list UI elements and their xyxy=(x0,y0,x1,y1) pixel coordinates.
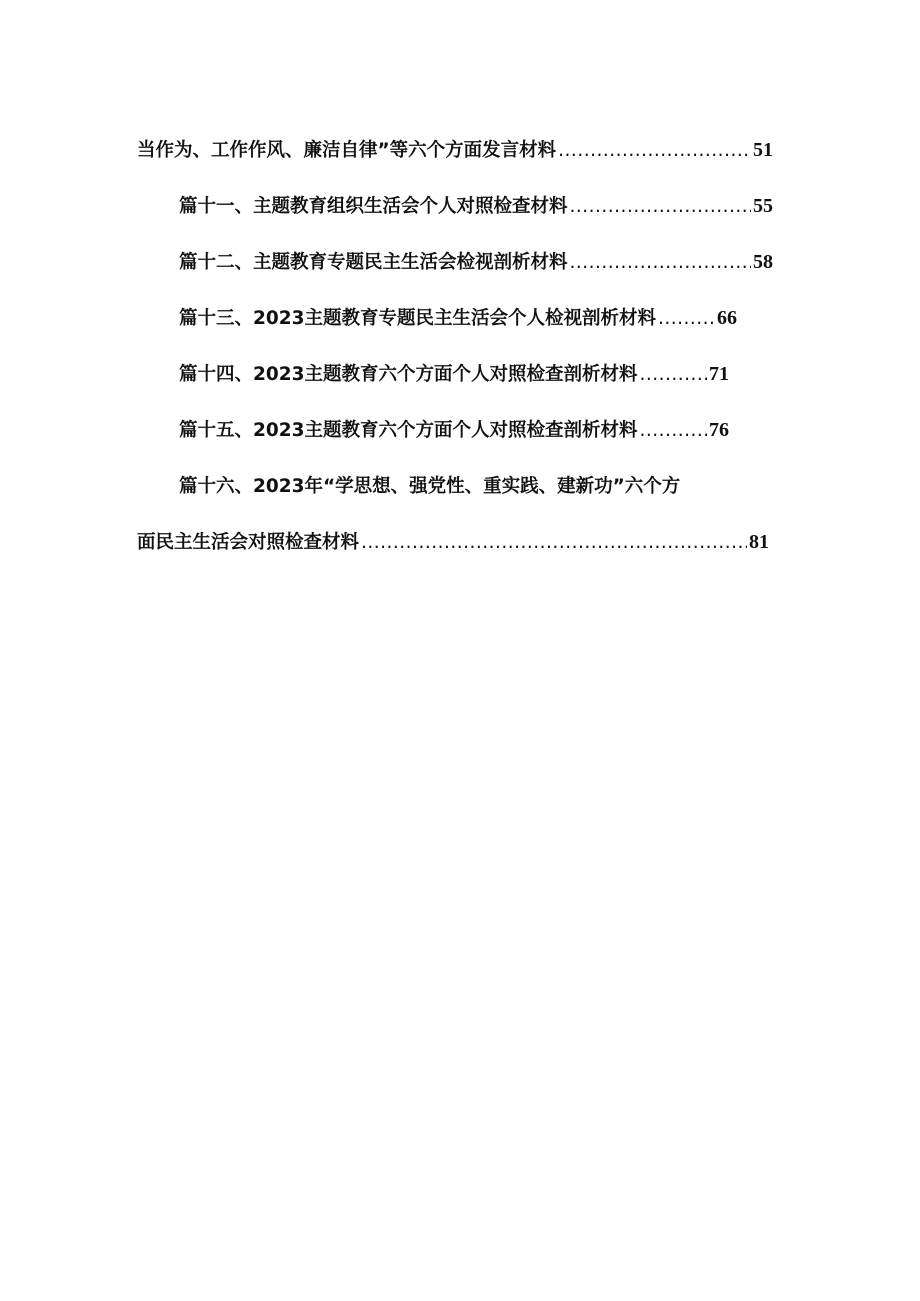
toc-entry[interactable] xyxy=(137,304,737,336)
toc-entry-title: 篇十四、2023主题教育六个方面个人对照检查剖析材料 xyxy=(179,364,638,385)
dot-leader xyxy=(570,252,751,273)
toc-entry[interactable] xyxy=(137,192,773,224)
toc-entry-page: 76 xyxy=(709,419,729,441)
toc-entry[interactable] xyxy=(137,136,773,168)
toc-entry[interactable] xyxy=(137,416,729,448)
toc-entry-page: 55 xyxy=(753,195,773,217)
dot-leader xyxy=(640,420,708,441)
dot-leader xyxy=(570,196,751,217)
toc-entry[interactable] xyxy=(137,248,773,280)
toc-entry-title: 当作为、工作作风、廉洁自律”等六个方面发言材料 xyxy=(137,140,557,161)
toc-entry-title: 面民主生活会对照检查材料 xyxy=(137,532,360,553)
dot-leader xyxy=(361,532,747,553)
dot-leader xyxy=(640,364,708,385)
toc-entry-page: 58 xyxy=(753,251,773,273)
toc-entry-title: 篇十一、主题教育组织生活会个人对照检查材料 xyxy=(179,196,568,217)
toc-entry-title: 篇十三、2023主题教育专题民主生活会个人检视剖析材料 xyxy=(179,308,656,329)
toc-entry-page: 71 xyxy=(709,363,729,385)
toc-entry-title: 篇十六、2023年“学思想、强党性、重实践、建新功”六个方 xyxy=(179,476,681,497)
toc-entry[interactable] xyxy=(137,472,773,504)
toc-entry-title: 篇十二、主题教育专题民主生活会检视剖析材料 xyxy=(179,252,568,273)
dot-leader xyxy=(658,308,715,329)
toc-entry-title: 篇十五、2023主题教育六个方面个人对照检查剖析材料 xyxy=(179,420,638,441)
dot-leader xyxy=(558,140,751,161)
toc-entry[interactable] xyxy=(137,360,729,392)
toc-entry-page: 51 xyxy=(753,139,773,161)
toc-entry-page: 66 xyxy=(717,307,737,329)
toc-entry[interactable] xyxy=(137,528,769,560)
toc-entry-page: 81 xyxy=(749,531,769,553)
